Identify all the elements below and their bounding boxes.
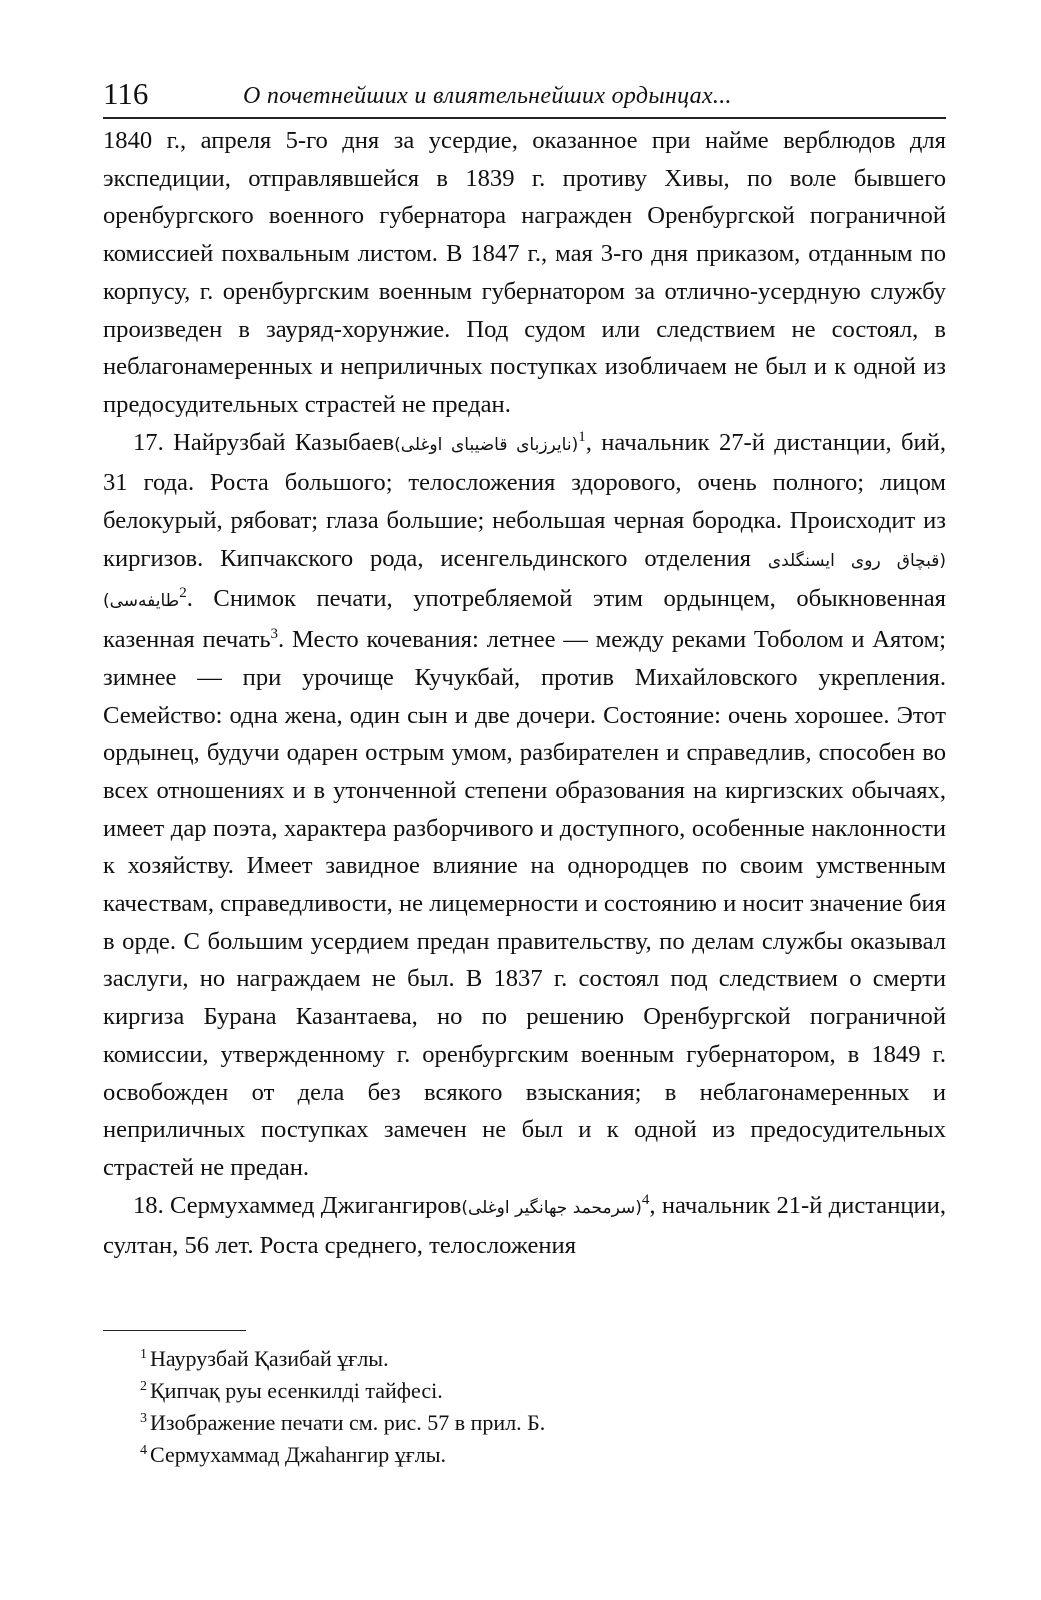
footnote-mark: 1 (140, 1346, 147, 1362)
footnote-ref-1[interactable]: 1 (578, 428, 586, 445)
paragraph-text: 1840 г., апреля 5-го дня за усердие, оказанное при найме верблюдов для экспедиции, отправлявшейся в 1839 г. противу Хивы, по воле бывшего оренбургского военного губернатора награжден Оренбургской пограничной комиссией похвальным листом. В 1847 г., мая 3-го дня приказом, отданным по корпусу, г. оренбургским военным губернатором за отлично-усердную службу произведен в зауряд-хорунжие. Под судом или следствием не состоял, в неблагонамеренных и неприличных поступках изобличаем не был и к одной из предосудительных страстей не предан. (103, 127, 946, 418)
entry-18 (103, 1187, 946, 1265)
arabic-script-name: (سرمحمد جهانگیر اوغلی) (461, 1197, 642, 1218)
footnote-1 (140, 1343, 900, 1375)
arabic-script-clan: (قبچاق روی ایسنگلدی طایفه‌سی) (103, 550, 946, 612)
paragraph-continuation (103, 122, 946, 424)
entry-text: . Место кочевания: летнее — между реками Тоболом и Аятом; зимнее — при урочище Кучукбай, против Михайловского укрепления. Семейство: одна жена, один сын и две дочери. Состояние: очень хорошее. Этот ордынец, будучи одарен острым умом, разбирателен и справедлив, способен во всех отношениях и в утонченной степени образования на киргизских обычаях, имеет дар поэта, характера разборчивого и доступного, особенные наклонности к хозяйству. Имеет завидное влияние на однородцев по своим умственным качествам, справедливости, не лицемерности и состоянию и носит значение бия в орде. С большим усердием предан правительству, по делам службы оказывал заслуги, но награждаем не был. В 1837 г. состоял под следствием о смерти киргиза Бурана Казантаева, но по решению Оренбургской пограничной комиссии, утвержденному г. оренбургским военным губернатором, в 1849 г. освобожден от дела без всякого взыскания; в неблагонамеренных и неприличных поступках замечен не был и к одной из предосудительных страстей не предан. (103, 626, 947, 1181)
page-number: 116 (103, 76, 149, 111)
footnote-text: Изображение печати см. рис. 57 в прил. Б. (150, 1410, 546, 1435)
entry-17 (103, 424, 946, 1187)
footnote-rule (103, 1330, 246, 1331)
arabic-script-name: (نایرزبای قاضیبای اوغلی) (394, 434, 579, 455)
footnote-text: Қипчақ руы есенкилді тайфесі. (150, 1378, 443, 1403)
footnote-mark: 4 (140, 1442, 147, 1458)
entry-heading-text: 17. Найрузбай Казыбаев (133, 428, 395, 456)
footnotes (140, 1343, 900, 1471)
footnote-4 (140, 1439, 900, 1471)
entry-text: , начальник 27-й дистанции, бий, 31 года. Роста большого; телосложения здорового, очень полного; лицом белокурый, рябоват; глаза большие; небольшая черная бородка. Происходит из киргизов. Кипчакского рода, исенгельдинского отделения (103, 428, 946, 572)
footnote-ref-4[interactable]: 4 (641, 1191, 650, 1208)
entry-text: , начальник 21-й дистанции, султан, 56 лет. Роста среднего, телосложения (103, 1191, 946, 1260)
running-title: О почетнейших и влиятельнейших ордынцах... (243, 83, 732, 109)
footnote-ref-3[interactable]: 3 (270, 625, 279, 642)
footnote-2 (140, 1375, 900, 1407)
footnote-3 (140, 1407, 900, 1439)
entry-heading-text: 18. Сермухаммед Джигангиров (133, 1191, 462, 1219)
footnote-text: Наурузбай Қазибай ұғлы. (150, 1346, 389, 1371)
entry-text: . Снимок печати, употребляемой этим ордынцем, обыкновенная казенная печать (103, 585, 946, 654)
footnote-mark: 2 (140, 1378, 147, 1394)
header-rule (103, 117, 946, 119)
main-text (103, 122, 946, 1265)
footnote-mark: 3 (140, 1410, 147, 1426)
running-head (103, 74, 946, 120)
footnote-ref-2[interactable]: 2 (179, 585, 187, 602)
footnote-text: Сермухаммад Джаһангир ұғлы. (150, 1442, 447, 1467)
